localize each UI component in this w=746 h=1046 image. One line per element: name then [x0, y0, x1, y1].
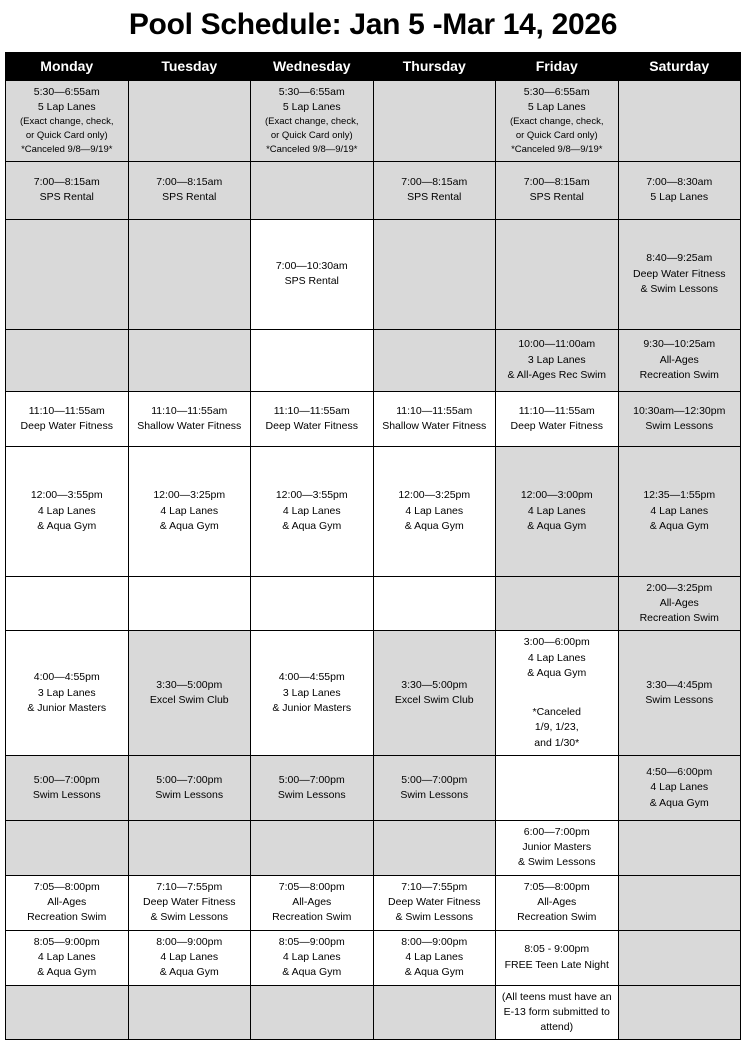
cell-detail: 1/9, 1/23, — [534, 721, 579, 734]
column-header-friday: Friday — [496, 53, 619, 81]
cell-time: 4:00—4:55pm — [33, 671, 100, 684]
cell-time: 8:40—9:25am — [646, 252, 713, 265]
cell-detail: Recreation Swim — [27, 911, 107, 924]
cell-time: 5:30—6:55am — [33, 86, 100, 98]
cell-detail: Deep Water Fitness — [265, 419, 358, 432]
cell-detail: Junior Masters — [522, 841, 592, 854]
schedule-cell-monday — [6, 81, 129, 162]
cell-detail: 4 Lap Lanes — [527, 651, 586, 664]
cell-detail: & Aqua Gym — [282, 966, 342, 979]
cell-time: 7:00—8:15am — [523, 176, 590, 189]
cell-detail: 5 Lap Lanes — [282, 101, 341, 114]
schedule-cell-tuesday — [128, 755, 251, 820]
cell-detail: 4 Lap Lanes — [405, 504, 464, 517]
cell-detail: or Quick Card only) — [515, 130, 598, 142]
cell-time: (All teens must have an — [501, 990, 612, 1003]
table-row — [6, 755, 741, 820]
cell-detail: 4 Lap Lanes — [650, 781, 709, 794]
column-header-saturday: Saturday — [618, 53, 741, 81]
cell-detail: (Exact change, check, — [265, 116, 359, 128]
schedule-cell-thursday — [373, 161, 496, 219]
cell-detail: (Exact change, check, — [510, 116, 604, 128]
cell-time: 12:00—3:25pm — [398, 489, 471, 502]
cell-time: 5:00—7:00pm — [278, 773, 345, 786]
cell-detail: *Canceled — [532, 706, 581, 719]
column-header-monday: Monday — [6, 53, 129, 81]
schedule-cell-friday — [496, 985, 619, 1040]
table-row — [6, 329, 741, 391]
cell-time: 2:00—3:25pm — [646, 581, 713, 594]
empty-cell-tuesday — [128, 985, 251, 1040]
cell-detail: E-13 form submitted to — [503, 1005, 610, 1018]
table-row — [6, 930, 741, 985]
cell-detail: and 1/30* — [534, 736, 580, 749]
schedule-cell-friday — [496, 161, 619, 219]
table-row — [6, 161, 741, 219]
cell-time: 7:00—8:15am — [156, 176, 223, 189]
schedule-cell-tuesday — [128, 161, 251, 219]
cell-detail: or Quick Card only) — [25, 130, 108, 142]
table-row — [6, 985, 741, 1040]
cell-detail: SPS Rental — [39, 191, 94, 204]
cell-detail: Deep Water Fitness — [143, 895, 236, 908]
schedule-cell-monday — [6, 930, 129, 985]
cell-detail: *Canceled 9/8—9/19* — [266, 143, 358, 155]
cell-detail: *Canceled 9/8—9/19* — [511, 143, 603, 155]
empty-cell-wednesday — [251, 576, 374, 631]
cell-time: 6:00—7:00pm — [523, 825, 590, 838]
cell-time: 3:00—6:00pm — [523, 636, 590, 649]
cell-time: 4:00—4:55pm — [278, 671, 345, 684]
cell-detail: SPS Rental — [529, 191, 584, 204]
cell-detail: Swim Lessons — [32, 788, 101, 801]
cell-time: 12:00—3:55pm — [275, 489, 348, 502]
cell-detail: & Aqua Gym — [404, 966, 464, 979]
cell-time: 7:05—8:00pm — [33, 880, 100, 893]
cell-detail: Swim Lessons — [645, 694, 714, 707]
cell-detail: Swim Lessons — [155, 788, 224, 801]
empty-cell-wednesday — [251, 329, 374, 391]
schedule-cell-monday — [6, 446, 129, 576]
cell-detail: Excel Swim Club — [149, 694, 229, 707]
cell-detail: 5 Lap Lanes — [650, 191, 709, 204]
cell-detail: & Junior Masters — [27, 701, 107, 714]
schedule-cell-friday — [496, 875, 619, 930]
cell-time: 5:00—7:00pm — [401, 773, 468, 786]
cell-detail: 4 Lap Lanes — [37, 504, 96, 517]
schedule-cell-friday — [496, 81, 619, 162]
cell-time: 5:00—7:00pm — [33, 773, 100, 786]
cell-time: 5:30—6:55am — [523, 86, 590, 98]
empty-cell-friday — [496, 755, 619, 820]
table-row — [6, 631, 741, 756]
schedule-cell-friday — [496, 930, 619, 985]
cell-detail: & Aqua Gym — [159, 966, 219, 979]
cell-detail: SPS Rental — [407, 191, 462, 204]
cell-detail: 4 Lap Lanes — [37, 950, 96, 963]
cell-detail: Recreation Swim — [517, 911, 597, 924]
cell-detail: 4 Lap Lanes — [160, 504, 219, 517]
schedule-cell-saturday — [618, 576, 741, 631]
cell-detail: 4 Lap Lanes — [160, 950, 219, 963]
empty-cell-monday — [6, 219, 129, 329]
cell-time: 3:30—5:00pm — [401, 678, 468, 691]
schedule-cell-wednesday — [251, 631, 374, 756]
schedule-cell-tuesday — [128, 875, 251, 930]
cell-time: 5:00—7:00pm — [156, 773, 223, 786]
schedule-cell-monday — [6, 161, 129, 219]
schedule-cell-friday — [496, 631, 619, 756]
empty-cell-monday — [6, 329, 129, 391]
cell-detail: Shallow Water Fitness — [382, 419, 487, 432]
schedule-cell-wednesday — [251, 446, 374, 576]
schedule-cell-monday — [6, 391, 129, 446]
cell-detail: Swim Lessons — [645, 419, 714, 432]
cell-detail: All-Ages — [537, 895, 577, 908]
schedule-cell-thursday — [373, 446, 496, 576]
cell-time: 11:10—11:55am — [518, 404, 595, 417]
cell-detail: & Aqua Gym — [404, 519, 464, 532]
empty-cell-monday — [6, 576, 129, 631]
empty-cell-friday — [496, 219, 619, 329]
schedule-cell-wednesday — [251, 875, 374, 930]
empty-cell-tuesday — [128, 219, 251, 329]
cell-detail: 3 Lap Lanes — [282, 686, 341, 699]
schedule-cell-thursday — [373, 755, 496, 820]
cell-detail: & All-Ages Rec Swim — [507, 368, 607, 381]
column-header-thursday: Thursday — [373, 53, 496, 81]
table-row — [6, 81, 741, 162]
table-row — [6, 820, 741, 875]
empty-cell-wednesday — [251, 161, 374, 219]
table-header-row — [6, 53, 741, 81]
empty-cell-friday — [496, 576, 619, 631]
cell-time: 7:05—8:00pm — [523, 880, 590, 893]
schedule-table — [5, 52, 741, 1040]
cell-time: 10:30am—12:30pm — [633, 404, 726, 417]
schedule-cell-thursday — [373, 391, 496, 446]
empty-cell-thursday — [373, 985, 496, 1040]
table-row — [6, 219, 741, 329]
cell-detail: All-Ages — [47, 895, 87, 908]
cell-detail: Deep Water Fitness — [388, 895, 481, 908]
schedule-cell-wednesday — [251, 219, 374, 329]
schedule-cell-monday — [6, 631, 129, 756]
schedule-cell-tuesday — [128, 631, 251, 756]
empty-cell-saturday — [618, 820, 741, 875]
cell-detail: Deep Water Fitness — [20, 419, 113, 432]
cell-time: 3:30—4:45pm — [646, 678, 713, 691]
empty-cell-tuesday — [128, 329, 251, 391]
cell-time: 7:10—7:55pm — [156, 880, 223, 893]
schedule-cell-saturday — [618, 219, 741, 329]
schedule-cell-friday — [496, 446, 619, 576]
cell-spacer — [498, 690, 616, 705]
cell-detail: & Aqua Gym — [37, 966, 97, 979]
empty-cell-tuesday — [128, 81, 251, 162]
cell-detail: & Swim Lessons — [395, 911, 474, 924]
cell-detail: 4 Lap Lanes — [650, 504, 709, 517]
cell-detail: All-Ages — [659, 596, 699, 609]
cell-detail: 3 Lap Lanes — [527, 353, 586, 366]
cell-time: 7:00—10:30am — [275, 260, 348, 273]
cell-time: 12:00—3:55pm — [30, 489, 103, 502]
cell-detail: & Aqua Gym — [649, 796, 709, 809]
empty-cell-thursday — [373, 329, 496, 391]
cell-time: 7:10—7:55pm — [401, 880, 468, 893]
empty-cell-tuesday — [128, 820, 251, 875]
cell-detail: Deep Water Fitness — [510, 419, 603, 432]
schedule-cell-friday — [496, 820, 619, 875]
cell-time: 11:10—11:55am — [151, 404, 228, 417]
cell-detail: & Aqua Gym — [527, 666, 587, 679]
cell-detail: Swim Lessons — [277, 788, 346, 801]
schedule-cell-friday — [496, 391, 619, 446]
cell-detail: (Exact change, check, — [20, 116, 114, 128]
cell-detail: & Junior Masters — [272, 701, 352, 714]
schedule-cell-wednesday — [251, 391, 374, 446]
cell-detail: 4 Lap Lanes — [282, 950, 341, 963]
empty-cell-wednesday — [251, 820, 374, 875]
cell-detail: 5 Lap Lanes — [37, 101, 96, 114]
schedule-cell-thursday — [373, 875, 496, 930]
cell-time: 8:05—9:00pm — [278, 935, 345, 948]
cell-time: 7:00—8:30am — [646, 176, 713, 189]
schedule-cell-friday — [496, 329, 619, 391]
cell-detail: 4 Lap Lanes — [405, 950, 464, 963]
schedule-cell-wednesday — [251, 81, 374, 162]
cell-detail: & Aqua Gym — [527, 519, 587, 532]
cell-time: 8:05—9:00pm — [33, 935, 100, 948]
schedule-cell-saturday — [618, 391, 741, 446]
cell-time: 8:05 - 9:00pm — [524, 943, 590, 956]
page-title: Pool Schedule: Jan 5 -Mar 14, 2026 — [128, 8, 618, 41]
schedule-cell-saturday — [618, 446, 741, 576]
cell-detail: 3 Lap Lanes — [37, 686, 96, 699]
cell-detail: SPS Rental — [284, 275, 339, 288]
cell-detail: *Canceled 9/8—9/19* — [21, 143, 113, 155]
cell-detail: Excel Swim Club — [394, 694, 474, 707]
cell-time: 9:30—10:25am — [643, 338, 716, 351]
cell-detail: SPS Rental — [162, 191, 217, 204]
table-row — [6, 875, 741, 930]
empty-cell-saturday — [618, 81, 741, 162]
cell-detail: FREE Teen Late Night — [504, 958, 609, 971]
cell-time: 3:30—5:00pm — [156, 678, 223, 691]
empty-cell-saturday — [618, 875, 741, 930]
cell-detail: 4 Lap Lanes — [527, 504, 586, 517]
table-row — [6, 446, 741, 576]
schedule-cell-wednesday — [251, 930, 374, 985]
cell-time: 11:10—11:55am — [396, 404, 473, 417]
empty-cell-monday — [6, 820, 129, 875]
schedule-cell-thursday — [373, 930, 496, 985]
schedule-cell-thursday — [373, 631, 496, 756]
schedule-cell-tuesday — [128, 446, 251, 576]
cell-detail: & Aqua Gym — [37, 519, 97, 532]
cell-time: 4:50—6:00pm — [646, 766, 713, 779]
cell-detail: All-Ages — [292, 895, 332, 908]
cell-time: 12:35—1:55pm — [643, 489, 716, 502]
cell-time: 5:30—6:55am — [278, 86, 345, 98]
cell-time: 7:05—8:00pm — [278, 880, 345, 893]
cell-time: 8:00—9:00pm — [156, 935, 223, 948]
cell-time: 11:10—11:55am — [28, 404, 105, 417]
schedule-cell-saturday — [618, 755, 741, 820]
empty-cell-tuesday — [128, 576, 251, 631]
cell-detail: & Swim Lessons — [640, 282, 719, 295]
schedule-cell-monday — [6, 755, 129, 820]
empty-cell-thursday — [373, 576, 496, 631]
schedule-body — [6, 81, 741, 1040]
schedule-cell-tuesday — [128, 391, 251, 446]
empty-cell-thursday — [373, 219, 496, 329]
cell-detail: Recreation Swim — [639, 368, 719, 381]
empty-cell-saturday — [618, 985, 741, 1040]
empty-cell-wednesday — [251, 985, 374, 1040]
cell-detail: & Swim Lessons — [517, 856, 596, 869]
empty-cell-saturday — [618, 930, 741, 985]
empty-cell-thursday — [373, 820, 496, 875]
cell-time: 7:00—8:15am — [401, 176, 468, 189]
cell-detail: Recreation Swim — [639, 612, 719, 625]
cell-time: 11:10—11:55am — [273, 404, 350, 417]
empty-cell-monday — [6, 985, 129, 1040]
cell-detail: All-Ages — [659, 353, 699, 366]
cell-detail: & Aqua Gym — [282, 519, 342, 532]
cell-time: 12:00—3:00pm — [520, 489, 593, 502]
cell-time: 8:00—9:00pm — [401, 935, 468, 948]
schedule-cell-monday — [6, 875, 129, 930]
table-row — [6, 576, 741, 631]
column-header-wednesday: Wednesday — [251, 53, 374, 81]
empty-cell-thursday — [373, 81, 496, 162]
table-row — [6, 391, 741, 446]
schedule-cell-tuesday — [128, 930, 251, 985]
cell-detail: attend) — [540, 1021, 574, 1034]
cell-detail: & Aqua Gym — [649, 519, 709, 532]
cell-time: 12:00—3:25pm — [153, 489, 226, 502]
cell-detail: Shallow Water Fitness — [137, 419, 242, 432]
schedule-cell-saturday — [618, 329, 741, 391]
schedule-cell-wednesday — [251, 755, 374, 820]
schedule-cell-saturday — [618, 161, 741, 219]
cell-detail: & Aqua Gym — [159, 519, 219, 532]
cell-time: 10:00—11:00am — [518, 338, 596, 351]
schedule-cell-saturday — [618, 631, 741, 756]
cell-detail: Swim Lessons — [400, 788, 469, 801]
column-header-tuesday: Tuesday — [128, 53, 251, 81]
cell-detail: Recreation Swim — [272, 911, 352, 924]
cell-detail: 4 Lap Lanes — [282, 504, 341, 517]
cell-detail: or Quick Card only) — [270, 130, 353, 142]
cell-detail: & Swim Lessons — [150, 911, 229, 924]
cell-time: 7:00—8:15am — [33, 176, 100, 189]
cell-detail: Deep Water Fitness — [633, 267, 726, 280]
cell-detail: 5 Lap Lanes — [527, 101, 586, 114]
